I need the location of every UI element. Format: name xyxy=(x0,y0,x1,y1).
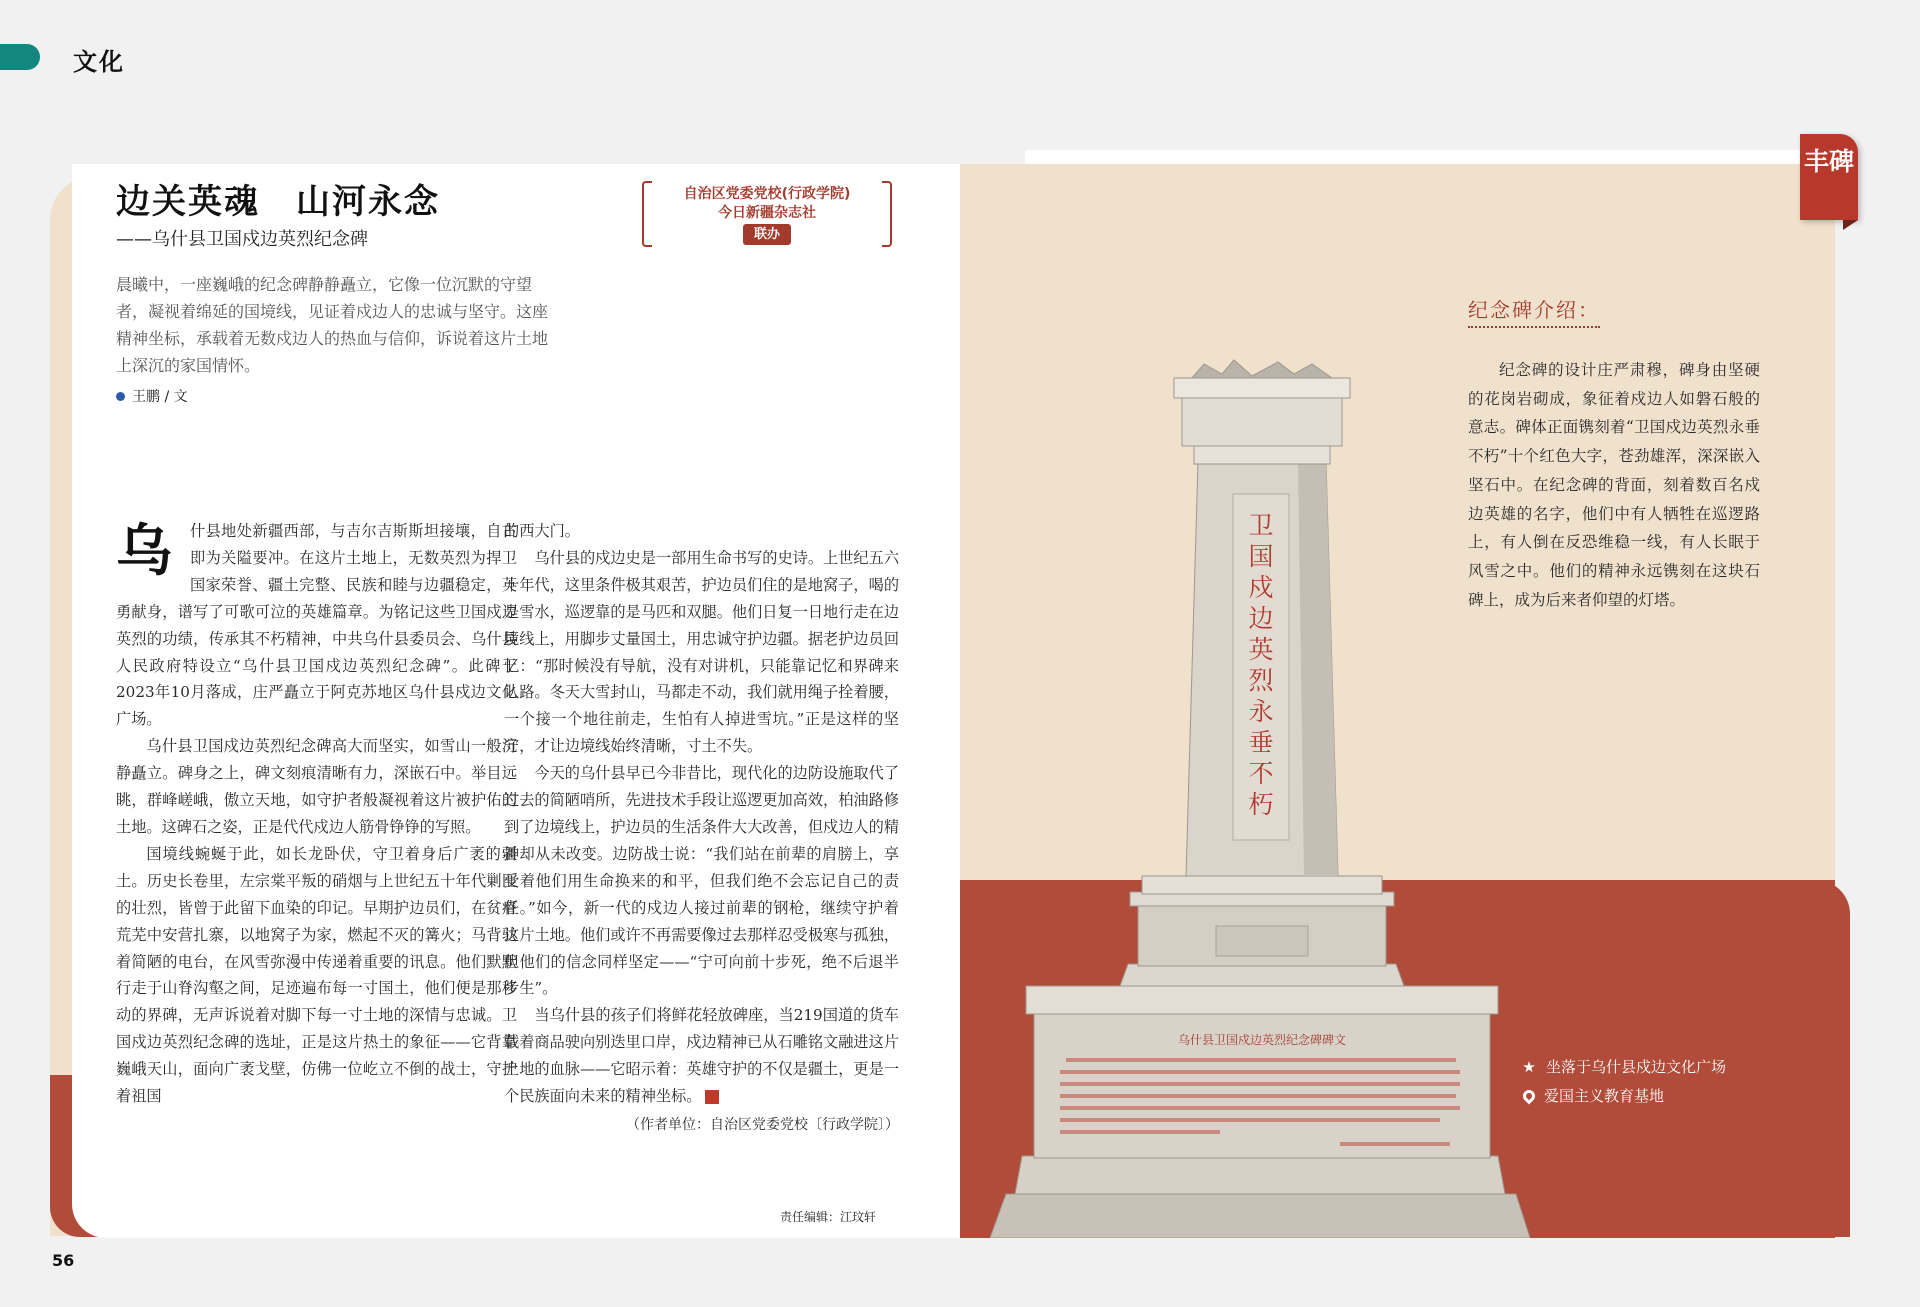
monument-intro-title: 纪念碑介绍： xyxy=(1468,294,1600,328)
monument-capital xyxy=(1182,396,1342,446)
inscription-char: 烈 xyxy=(1248,666,1274,695)
monument-base-step-3 xyxy=(990,1194,1530,1238)
section-label: 文化 xyxy=(73,48,125,76)
article-title: 边关英魂 山河永念 xyxy=(116,182,440,222)
monument-pedestal-cap-2 xyxy=(1142,876,1382,894)
inscription-char: 垂 xyxy=(1248,728,1274,757)
sponsor-box xyxy=(642,181,892,249)
ribbon-label: 丰碑 xyxy=(1803,147,1854,176)
body-paragraph-last xyxy=(504,1002,899,1110)
body-paragraph: 国境线蜿蜒于此，如长龙卧伏，守卫着身后广袤的疆土。历史长卷里，左宗棠平叛的硝烟与上世纪五十年代剿匪的壮烈，皆曾于此留下血染的印记。早期护边员们，在贫瘠荒芜中安营扎寨，以地窝子为家，燃起不灭的篝火；马背驮着简陋的电台，在风雪弥漫中传递着重要的讯息。他们默默行走于山脊沟壑之间，足迹遍布每一寸国土，他们便是那移动的界碑，无声诉说着对脚下每一寸土地的深情与忠诚。卫国戍边英烈纪念碑的选址，正是这片热土的象征——它背靠巍峨天山，面向广袤戈壁，仿佛一位屹立不倒的战士，守护着祖国 xyxy=(116,844,517,1106)
plaque-line xyxy=(1060,1094,1456,1098)
monument-shaft-shade xyxy=(1298,462,1338,876)
inscription-char: 永 xyxy=(1248,697,1274,726)
inscription-char: 不 xyxy=(1248,759,1274,788)
page-number: 56 xyxy=(52,1251,75,1270)
monument-capital-neck xyxy=(1194,444,1330,464)
inscription-char: 戍 xyxy=(1248,573,1274,602)
body-paragraph: 乌什县卫国戍边英烈纪念碑高大而坚实，如雪山一般沉静矗立。碑身之上，碑文刻痕清晰有力，深嵌石中。举目远眺，群峰嵯峨，傲立天地，如守护者般凝视着这片被护佑的土地。这碑石之姿，正是代代戍边人筋骨铮铮的写照。 xyxy=(116,737,517,836)
feature-location xyxy=(1520,1056,1726,1077)
inscription-char: 边 xyxy=(1248,604,1274,633)
monument-plaque-cap xyxy=(1026,986,1498,1014)
monument-plaque-title: 乌什县卫国戍边英烈纪念碑碑文 xyxy=(1177,1033,1347,1047)
monument-base-step-2 xyxy=(1015,1156,1505,1194)
plaque-line xyxy=(1060,1118,1440,1122)
sponsor-line-1: 自治区党委党校(行政学院) xyxy=(683,186,851,202)
plaque-line xyxy=(1060,1070,1460,1074)
monument-intro-text: 纪念碑的设计庄严肃穆，碑身由坚硬的花岗岩砌成，象征着戍边人如磐石般的意志。碑体正面镌刻着“卫国戍边英烈永垂不朽”十个红色大字，苍劲雄浑，深深嵌入坚石中。在纪念碑的背面，刻着数百名戍边英雄的名字，他们中有人牺牲在巡逻路上，有人倒在反恐维稳一线，有人长眠于风雪之中。他们的精神永远镌刻在这块石碑上，成为后来者仰望的灯塔。 xyxy=(1468,361,1760,609)
inscription-char: 卫 xyxy=(1248,511,1274,540)
inscription-char: 朽 xyxy=(1248,790,1274,819)
feature-label: 坐落于乌什县戍边文化广场 xyxy=(1546,1058,1727,1076)
star-icon: ★ xyxy=(1522,1058,1536,1076)
body-column-2 xyxy=(504,518,899,1139)
location-pin-icon xyxy=(1521,1088,1538,1105)
monument-pedestal-step-2 xyxy=(1120,964,1404,986)
right-page-top-strip xyxy=(1025,150,1805,164)
article-subtitle: ——乌什县卫国戍边英烈纪念碑 xyxy=(116,229,368,250)
drop-cap: 乌 xyxy=(116,518,172,584)
section-tab-marker xyxy=(0,44,40,70)
inscription-char: 国 xyxy=(1248,542,1274,571)
right-page xyxy=(960,164,1835,1238)
body-paragraph: 的西大门。 xyxy=(504,522,580,540)
body-paragraph-text: 当乌什县的孩子们将鲜花轻放碑座，当219国道的货车载着商品驶向别迭里口岸，戍边精神已从石雕铭文融进这片土地的血脉——它昭示着：英雄守护的不仅是疆土，更是一个民族面向未来的精神坐标。 xyxy=(504,1006,899,1106)
monument-top-ornament xyxy=(1192,360,1332,378)
author-affiliation: （作者单位：自治区党委党校〔行政学院〕） xyxy=(626,1116,899,1133)
plaque-line xyxy=(1060,1106,1460,1110)
ribbon-tail-fold xyxy=(1843,220,1858,230)
article-lede: 晨曦中，一座巍峨的纪念碑静静矗立，它像一位沉默的守望者，凝视着绵延的国境线，见证着戍边人的忠诚与坚守。这座精神坐标，承载着无数戍边人的热血与信仰，诉说着这片土地上深沉的家国情怀。 xyxy=(116,275,549,375)
plaque-line xyxy=(1060,1130,1220,1134)
body-paragraph: 乌什县的戍边史是一部用生命书写的史诗。上世纪五六十年代，这里条件极其艰苦，护边员们住的是地窝子，喝的是雪水，巡逻靠的是马匹和双腿。他们日复一日地行走在边境线上，用脚步丈量国土，用忠诚守护边疆。据老护边员回忆：“那时候没有导航，没有对讲机，只能靠记忆和界碑来认路。冬天大雪封山，马都走不动，我们就用绳子拴着腰，一个接一个地往前走，生怕有人掉进雪坑。”正是这样的坚守，才让边境线始终清晰，寸土不失。 xyxy=(504,548,899,756)
sponsor-tag: 联办 xyxy=(743,224,791,245)
feature-education-base xyxy=(1520,1085,1664,1106)
body-column-1 xyxy=(116,518,517,1110)
body-paragraph: 什县地处新疆西部，与吉尔吉斯斯坦接壤，自古即为关隘要冲。在这片土地上，无数英烈为捍卫国家荣誉、疆土完整、民族和睦与边疆稳定，英勇献身，谱写了可歌可泣的英雄篇章。为铭记这些卫国戍边英烈的功绩，传承其不朽精神，中共乌什县委员会、乌什县人民政府特设立“乌什县卫国戍边英烈纪念碑”。此碑于2023年10月落成，庄严矗立于阿克苏地区乌什县戍边文化广场。 xyxy=(116,522,517,729)
article-byline: 王鹏 / 文 xyxy=(132,389,188,405)
sponsor-line-2: 今日新疆杂志社 xyxy=(718,205,816,221)
byline-dot-icon xyxy=(116,392,125,401)
feature-label: 爱国主义教育基地 xyxy=(1544,1087,1665,1105)
left-page xyxy=(72,164,960,1238)
end-mark-icon xyxy=(705,1090,719,1104)
plaque-line xyxy=(1060,1082,1460,1086)
plaque-line xyxy=(1340,1142,1450,1146)
responsible-editor: 责任编辑：江玟轩 xyxy=(780,1210,877,1224)
plaque-line xyxy=(1066,1058,1456,1062)
inscription-char: 英 xyxy=(1248,635,1274,664)
monument-capital-top xyxy=(1174,378,1350,398)
monument-pedestal-plate xyxy=(1216,926,1308,956)
body-paragraph: 今天的乌什县早已今非昔比，现代化的边防设施取代了过去的简陋哨所，先进技术手段让巡逻更加高效，柏油路修到了边境线上，护边员的生活条件大大改善，但戍边人的精神却从未改变。边防战士说：“我们站在前辈的肩膀上，享受着他们用生命换来的和平，但我们绝不会忘记自己的责任。”如今，新一代的戍边人接过前辈的钢枪，继续守护着这片土地。他们或许不再需要像过去那样忍受极寒与孤独，但他们的信念同样坚定——“宁可向前十步死，绝不后退半步生”。 xyxy=(504,764,899,998)
